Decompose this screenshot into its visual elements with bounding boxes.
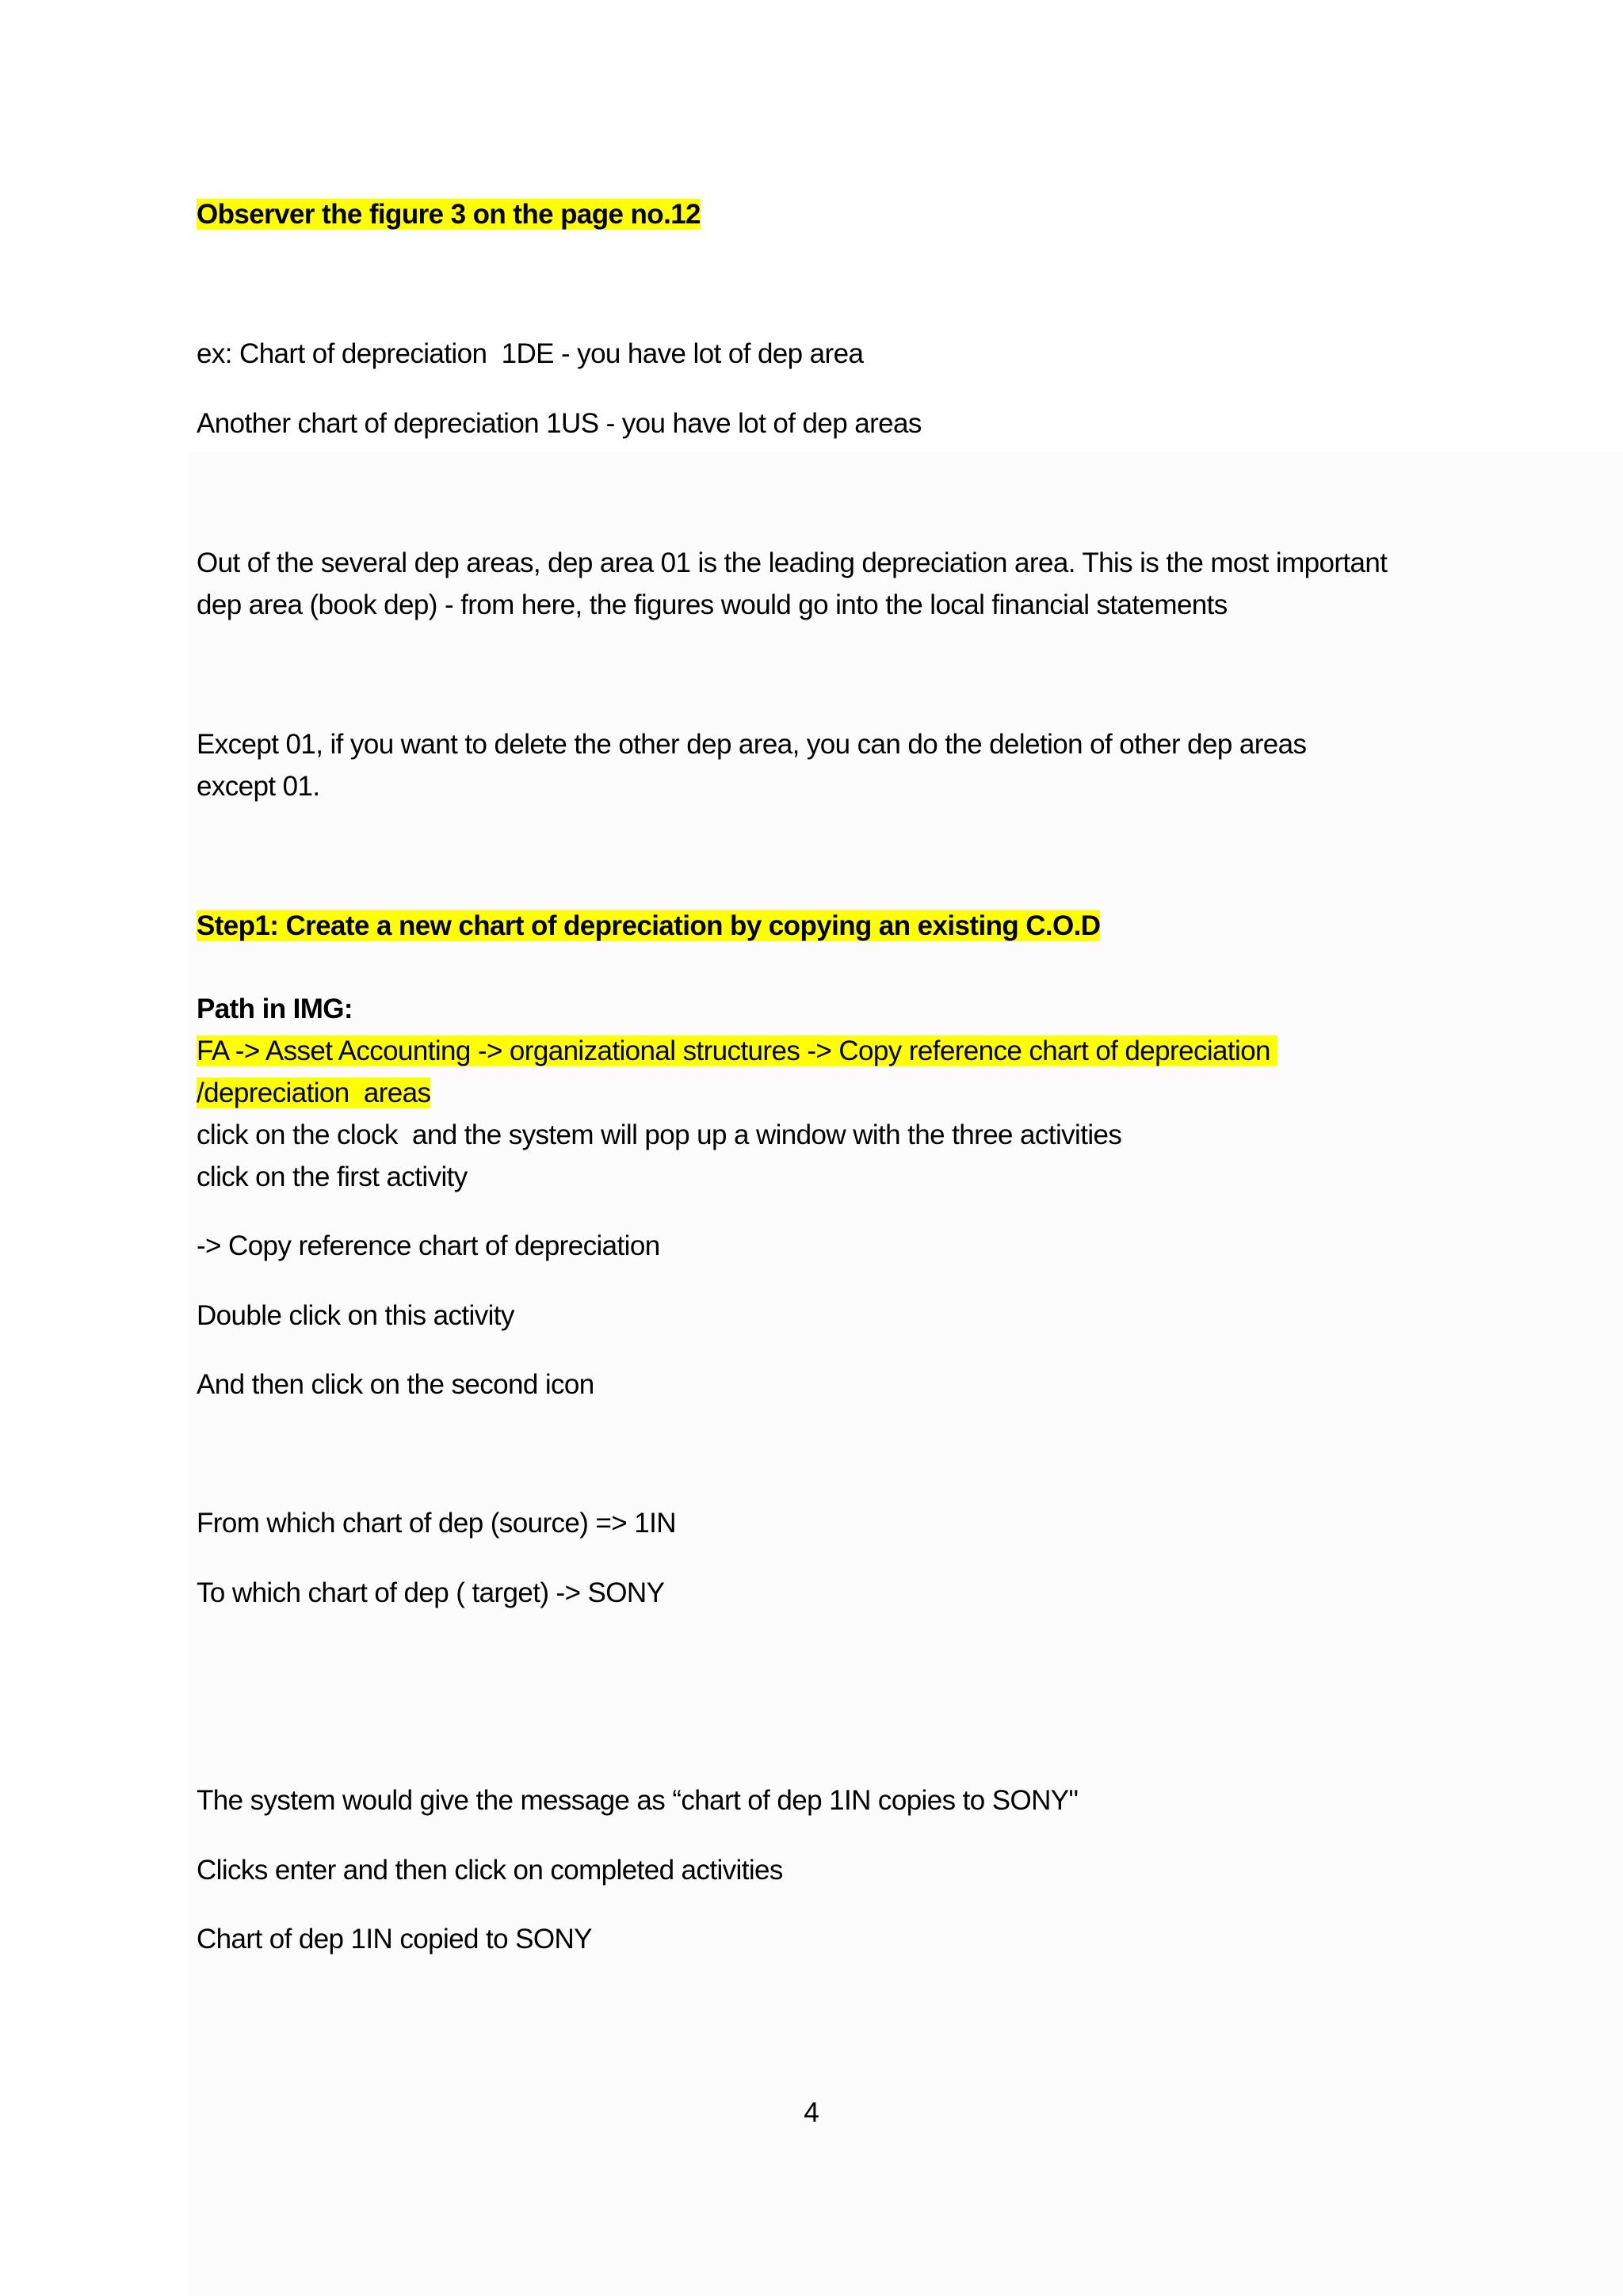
- leading-area-line-2: dep area (book dep) - from here, the figures would go into the local financial statements: [197, 589, 1228, 620]
- path-line-1: FA -> Asset Accounting -> organizational structures -> Copy reference chart of depreciation: [197, 1035, 1278, 1066]
- source-line: From which chart of dep (source) => 1IN: [197, 1508, 676, 1539]
- observe-heading-line: [197, 193, 701, 236]
- enter-line: Clicks enter and then click on completed activities: [197, 1855, 783, 1886]
- instruction-double-click: Double click on this activity: [197, 1300, 514, 1331]
- activity-name: -> Copy reference chart of depreciation: [197, 1230, 660, 1261]
- target-line: To which chart of dep ( target) -> SONY: [197, 1577, 665, 1608]
- instruction-clock: click on the clock and the system will pop up a window with the three activities: [197, 1119, 1122, 1150]
- delete-line-1: Except 01, if you want to delete the other dep area, you can do the deletion of other dep areas: [197, 729, 1307, 760]
- leading-area-line-1: Out of the several dep areas, dep area 01 is the leading depreciation area. This is the most important: [197, 547, 1388, 578]
- page-number: 4: [804, 2097, 819, 2128]
- step1-heading-line: [197, 905, 1100, 948]
- step1-heading: Step1: Create a new chart of depreciation by copying an existing C.O.D: [197, 910, 1101, 941]
- instruction-second-icon: And then click on the second icon: [197, 1369, 594, 1400]
- path-label: Path in IMG:: [197, 994, 353, 1024]
- system-message-line: The system would give the message as “chart of dep 1IN copies to SONY": [197, 1785, 1079, 1816]
- delete-line-2: except 01.: [197, 771, 320, 802]
- path-line-2: /depreciation areas: [197, 1077, 431, 1108]
- result-line: Chart of dep 1IN copied to SONY: [197, 1924, 592, 1955]
- path-line-2-row: [197, 1072, 430, 1115]
- instruction-first-activity: click on the first activity: [197, 1161, 468, 1192]
- example-line-2: Another chart of depreciation 1US - you have lot of dep areas: [197, 408, 922, 439]
- example-line-1: ex: Chart of depreciation 1DE - you have lot of dep area: [197, 338, 864, 369]
- observe-heading: Observer the figure 3 on the page no.12: [197, 199, 701, 230]
- path-line-1-row: [197, 1030, 1277, 1073]
